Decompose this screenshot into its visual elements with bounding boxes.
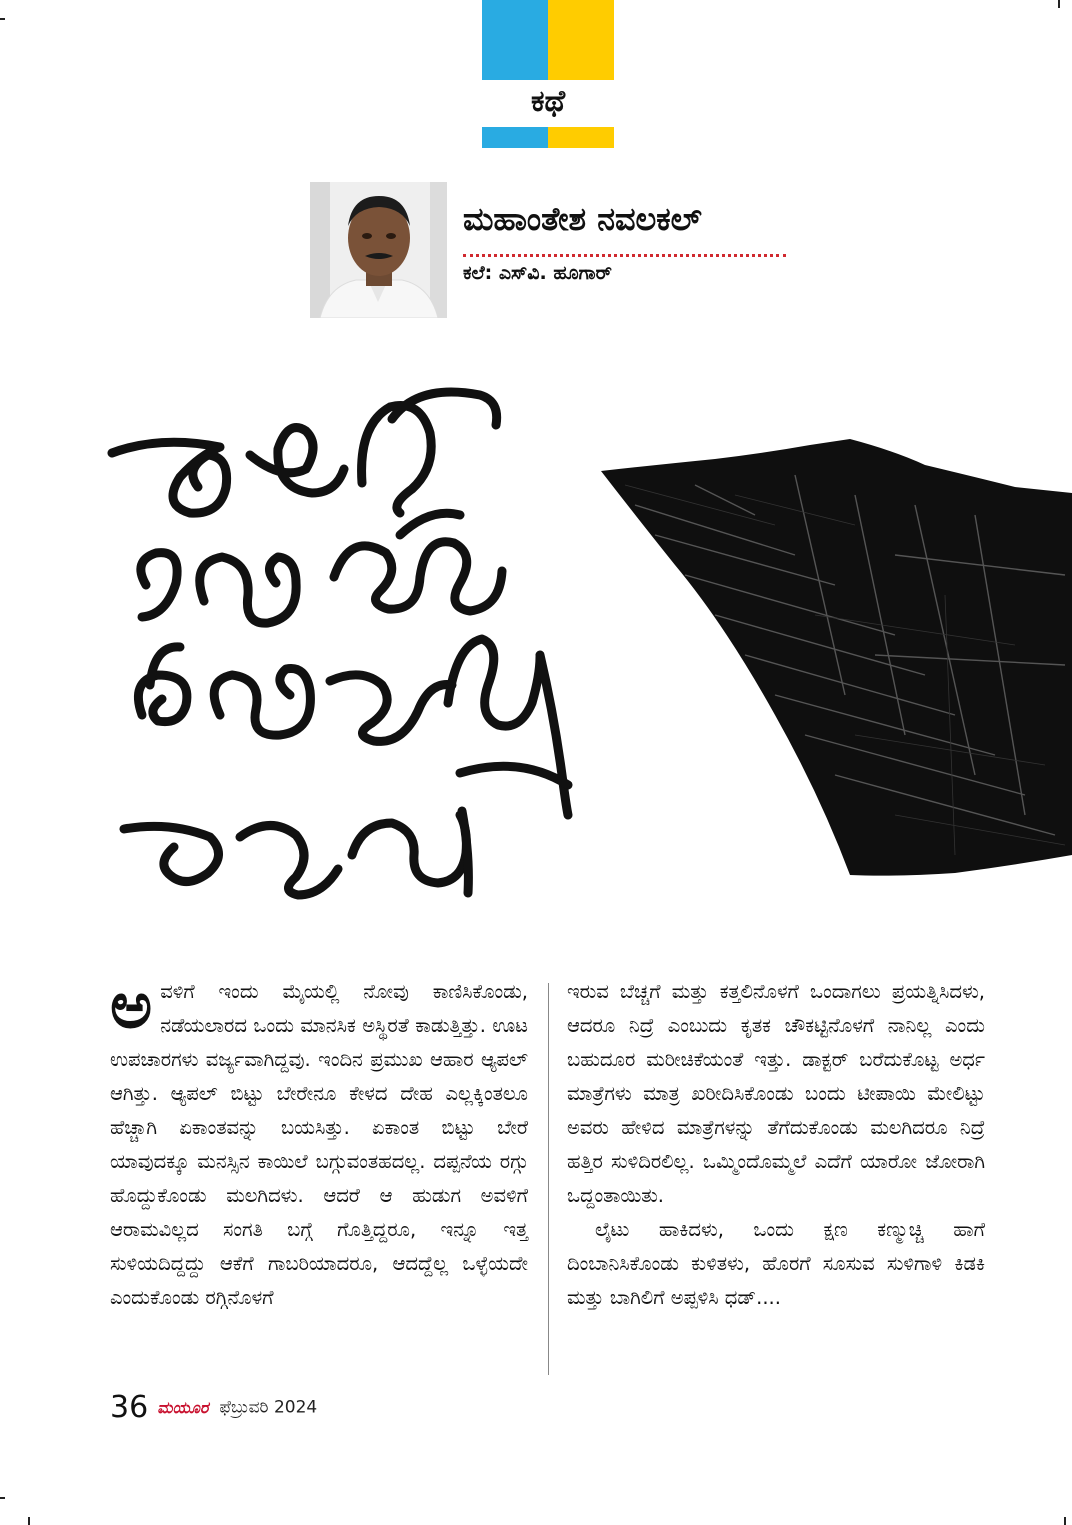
- yellow-block-top: [548, 0, 614, 80]
- section-color-block: [482, 0, 614, 150]
- article-paragraph-2: ಇರುವ ಬೆಚ್ಚಗೆ ಮತ್ತು ಕತ್ತಲಿನೊಳಗೆ ಒಂದಾಗಲು ಪ್ರಯತ್ನಿಸಿದಳು, ಆದರೂ ನಿದ್ರೆ ಎಂಬುದು ಕೃತಕ ಚೌಕಟ್ಟಿನೊಳಗೆ ನಾನಿಲ್ಲ ಎಂದು ಬಹುದೂರ ಮರೀಚಿಕೆಯಂತೆ ಇತ್ತು. ಡಾಕ್ಟರ್ ಬರೆದುಕೊಟ್ಟ ಅರ್ಧ ಮಾತ್ರೆಗಳು ಮಾತ್ರ ಖರೀದಿಸಿಕೊಂಡು ಬಂದು ಟೀಪಾಯಿ ಮೇಲಿಟ್ಟು ಅವರು ಹೇಳಿದ ಮಾತ್ರೆಗಳನ್ನು ತೆಗೆದುಕೊಂಡು ಮಲಗಿದರೂ ನಿದ್ರೆ ಹತ್ತಿರ ಸುಳಿದಿರಲಿಲ್ಲ. ಒಮ್ಮಿಂದೊಮ್ಮಲೆ ಎದೆಗೆ ಯಾರೋ ಜೋರಾಗಿ ಒದ್ದಂತಾಯಿತು.: [567, 980, 985, 1207]
- yellow-block-bottom: [548, 127, 614, 148]
- author-divider: [463, 254, 786, 257]
- paragraph-1-text: ವಳಿಗೆ ಇಂದು ಮೈಯಲ್ಲಿ ನೋವು ಕಾಣಿಸಿಕೊಂಡು, ನಡೆಯಲಾರದ ಒಂದು ಮಾನಸಿಕ ಅಸ್ಥಿರತೆ ಕಾಡುತ್ತಿತ್ತು. ಊಟ ಉಪಚಾರಗಳು ವರ್ಜ್ಯವಾಗಿದ್ದವು. ಇಂದಿನ ಪ್ರಮುಖ ಆಹಾರ ಆ್ಯಪಲ್ ಆಗಿತ್ತು. ಆ್ಯಪಲ್ ಬಿಟ್ಟು ಬೇರೇನೂ ಕೇಳದ ದೇಹ ಎಲ್ಲಕ್ಕಿಂತಲೂ ಹೆಚ್ಚಾಗಿ ಏಕಾಂತವನ್ನು ಬಯಸಿತ್ತು. ಏಕಾಂತ ಬಿಟ್ಟು ಬೇರೆ ಯಾವುದಕ್ಕೂ ಮನಸ್ಸಿನ ಕಾಯಿಲೆ ಬಗ್ಗುವಂತಹದಲ್ಲ. ದಪ್ಪನೆಯ ರಗ್ಗು ಹೊದ್ದುಕೊಂಡು ಮಲಗಿದಳು. ಆದರೆ ಆ ಹುಡುಗ ಅವಳಿಗೆ ಆರಾಮವಿಲ್ಲದ ಸಂಗತಿ ಬಗ್ಗೆ ಗೊತ್ತಿದ್ದರೂ, ಇನ್ನೂ ಇತ್ತ ಸುಳಿಯದಿದ್ದದ್ದು ಆಕೆಗೆ ಗಾಬರಿಯಾದರೂ, ಆದದ್ದೆಲ್ಲ ಒಳ್ಳೆಯದೇ ಎಂದುಕೊಂಡು ರಗ್ಗಿನೊಳಗೆ: [110, 980, 528, 1309]
- blue-block-top: [482, 0, 548, 80]
- issue-date: ಫೆಬ್ರುವರಿ 2024: [219, 1397, 318, 1418]
- crop-mark-bottom-right: [1064, 1517, 1066, 1525]
- article-paragraph-3: ಲೈಟು ಹಾಕಿದಳು, ಒಂದು ಕ್ಷಣ ಕಣ್ಮುಚ್ಚಿ ಹಾಗೆ ದಿಂಬಾನಿಸಿಕೊಂಡು ಕುಳಿತಳು, ಹೊರಗೆ ಸೂಸುವ ಸುಳಿಗಾಳಿ ಕಿಡಕಿ ಮತ್ತು ಬಾಗಿಲಿಗೆ ಅಪ್ಪಳಿಸಿ ಧಡ್....: [567, 1218, 985, 1309]
- page-footer: [110, 1390, 317, 1425]
- crop-mark-bottom-left-v: [28, 1517, 30, 1525]
- art-credit: ಕಲೆ: ಎಸ್‌ವಿ. ಹೂಗಾರ್: [463, 262, 612, 284]
- section-label: ಕಥೆ: [530, 84, 566, 119]
- author-photo: [310, 182, 447, 318]
- title-calligraphy: [100, 385, 600, 905]
- column-divider: [548, 983, 549, 1375]
- crop-mark-top-left: [0, 18, 5, 20]
- article-column-right: [567, 975, 985, 1315]
- article-paragraph-1: [110, 969, 528, 1315]
- crop-mark-bottom-left: [0, 1497, 5, 1499]
- author-name: ಮಹಾಂತೇಶ ನವಲಕಲ್: [463, 200, 702, 238]
- drop-cap: ಅ: [110, 969, 153, 1043]
- page-number: 36: [110, 1390, 149, 1425]
- article-column-left: [110, 969, 528, 1315]
- magazine-logo: ಮಯೂರ: [157, 1397, 209, 1417]
- blue-block-bottom: [482, 127, 548, 148]
- crop-mark-top-right: [1058, 0, 1060, 8]
- ink-illustration: [595, 435, 1072, 905]
